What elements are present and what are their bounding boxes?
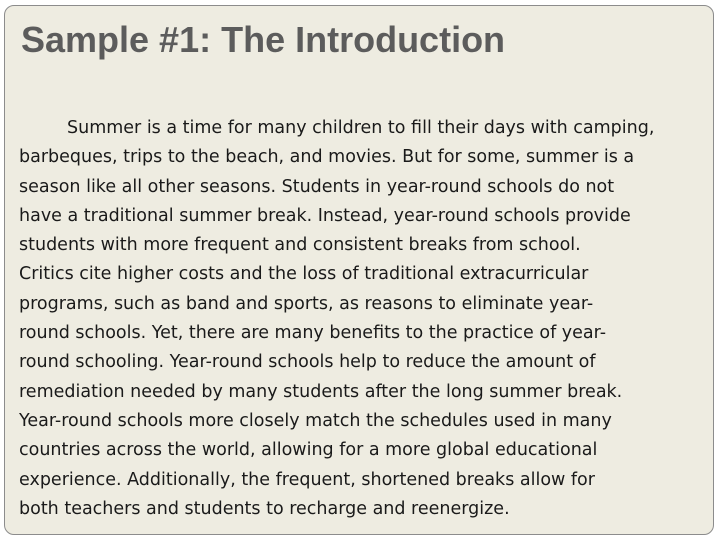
- paragraph-line: students with more frequent and consistent breaks from school.: [19, 235, 581, 256]
- paragraph-line: countries across the world, allowing for a more global educational: [19, 440, 598, 461]
- paragraph-line: programs, such as band and sports, as reasons to eliminate year-: [19, 293, 594, 314]
- paragraph-line: both teachers and students to recharge and reenergize.: [19, 498, 510, 519]
- paragraph-line: Summer is a time for many children to fill their days with camping,: [67, 118, 655, 138]
- paragraph-line: have a traditional summer break. Instead, year-round schools provide: [19, 205, 631, 226]
- paragraph-line: round schooling. Year-round schools help to reduce the amount of: [19, 352, 596, 373]
- slide: [4, 5, 714, 535]
- paragraph-line: barbeques, trips to the beach, and movies. But for some, summer is a: [19, 147, 635, 168]
- paragraph-line: experience. Additionally, the frequent, shortened breaks allow for: [19, 469, 595, 490]
- slide-title: Sample #1: The Introduction: [21, 19, 506, 60]
- introduction-paragraph: [19, 114, 709, 524]
- paragraph-line: remediation needed by many students after the long summer break.: [19, 381, 623, 402]
- paragraph-line: Critics cite higher costs and the loss of traditional extracurricular: [19, 264, 589, 285]
- paragraph-line: round schools. Yet, there are many benefits to the practice of year-: [19, 323, 607, 344]
- paragraph-line: Year-round schools more closely match the schedules used in many: [19, 410, 612, 431]
- paragraph-line: season like all other seasons. Students in year-round schools do not: [19, 176, 615, 197]
